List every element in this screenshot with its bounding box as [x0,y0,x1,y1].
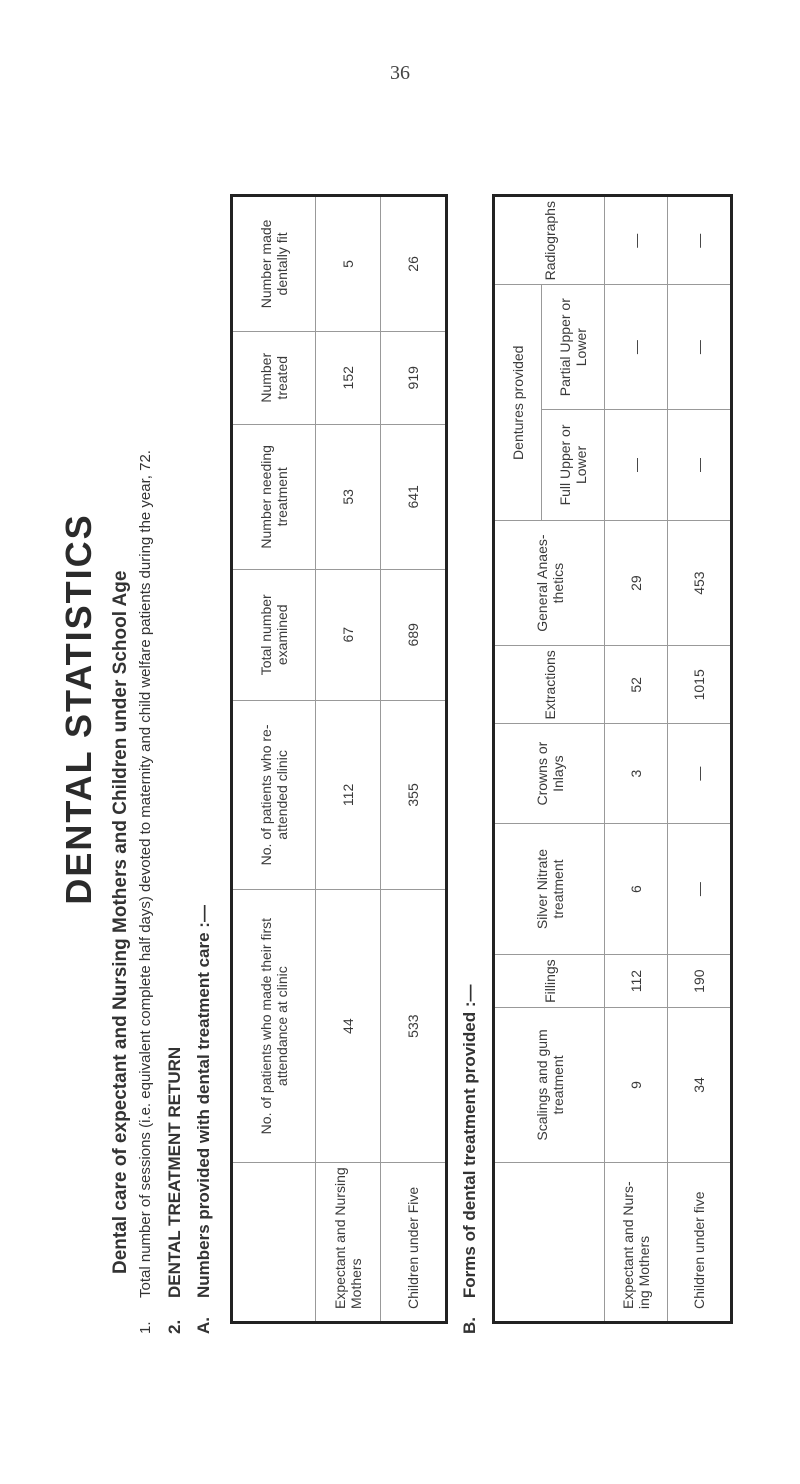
table-cell: 52 [605,646,668,724]
table-row [381,196,447,1323]
table-cell: 3 [605,724,668,823]
row-label: Children under Five [381,1163,447,1323]
table-row [605,196,668,1323]
table-cell: — [668,285,732,409]
table-a-header-total-examined: Total number examined [232,569,316,700]
table-cell: 689 [381,569,447,700]
table-b-header-extractions: Extractions [494,646,605,724]
table-cell: 112 [605,955,668,1008]
row-label: Children under five [668,1163,732,1323]
table-cell: — [668,409,732,520]
page-subtitle: Dental care of expectant and Nursing Mothers and Children under School Age [110,570,131,1274]
page-title: DENTAL STATISTICS [58,513,99,905]
table-cell: 453 [668,521,732,646]
table-cell: 34 [668,1007,732,1162]
item-1 [136,184,155,1334]
table-cell: 29 [605,521,668,646]
section-a-text: Numbers provided with dental treatment care :— [194,905,213,1298]
table-cell: 44 [316,890,381,1163]
table-row [668,196,732,1323]
table-a-header-dentally-fit: Number made dentally fit [232,196,316,332]
table-cell: 53 [316,424,381,569]
table-cell: — [605,409,668,520]
table-b-header-row [494,196,542,1323]
table-cell: — [668,823,732,955]
table-cell: 112 [316,700,381,890]
table-cell: 355 [381,700,447,890]
table-cell: 641 [381,424,447,569]
table-cell: — [668,724,732,823]
table-b-header-anaesthetics: General Anaes-thetics [494,521,605,646]
intro-block [110,184,213,1334]
table-row [316,196,381,1323]
item-1-text: Total number of sessions (i.e. equivalent complete half days) devoted to maternity and child welfare patients during the year, 72. [137,450,154,1298]
table-b-header-partial-dentures: Partial Upper or Lower [542,285,605,409]
table-cell: 5 [316,196,381,332]
table-cell: 1015 [668,646,732,724]
table-b-header-silver-nitrate: Silver Nitrate treatment [494,823,605,955]
table-cell: 152 [316,331,381,424]
page-number: 36 [390,62,410,84]
table-cell: 6 [605,823,668,955]
table-b-header-scalings: Scalings and gum treatment [494,1007,605,1162]
section-a-number: A. [194,1317,213,1334]
table-a-header-row [232,196,316,1323]
section-b-number: B. [460,1317,479,1334]
row-label: Expectant and Nurs-ing Mothers [605,1163,668,1323]
section-2-number: 2. [165,1319,184,1334]
table-b-header-full-dentures: Full Upper or Lower [542,409,605,520]
table-a-header-reattended: No. of patients who re-attended clinic [232,700,316,890]
row-label: Expectant and Nursing Mothers [316,1163,381,1323]
table-cell: 26 [381,196,447,332]
table-a-header-needing-treatment: Number needing treatment [232,424,316,569]
table-cell: 190 [668,955,732,1008]
table-b-header-blank [494,1163,605,1323]
section-a-heading [194,184,213,1334]
table-b-header-crowns: Crowns or Inlays [494,724,605,823]
section-b-text: Forms of dental treatment provided :— [460,984,479,1299]
table-cell: 533 [381,890,447,1163]
table-cell: — [668,196,732,285]
table-cell: 67 [316,569,381,700]
table-cell: 9 [605,1007,668,1162]
table-b-treatment-forms [492,194,733,1324]
section-2-text: DENTAL TREATMENT RETURN [165,1046,184,1298]
table-b-header-radiographs: Radiographs [494,196,605,285]
table-a-header-first-attendance: No. of patients who made their first attendance at clinic [232,890,316,1163]
section-b-heading [460,985,480,1335]
table-cell: 919 [381,331,447,424]
table-a-treatment-numbers [230,194,448,1324]
item-1-number: 1. [137,1321,154,1334]
table-cell: — [605,285,668,409]
table-cell: — [605,196,668,285]
table-b-header-fillings: Fillings [494,955,605,1008]
section-2-heading [165,184,184,1334]
table-a-header-blank [232,1163,316,1323]
table-a-header-treated: Number treated [232,331,316,424]
table-b-header-dentures: Dentures provided [494,285,542,521]
